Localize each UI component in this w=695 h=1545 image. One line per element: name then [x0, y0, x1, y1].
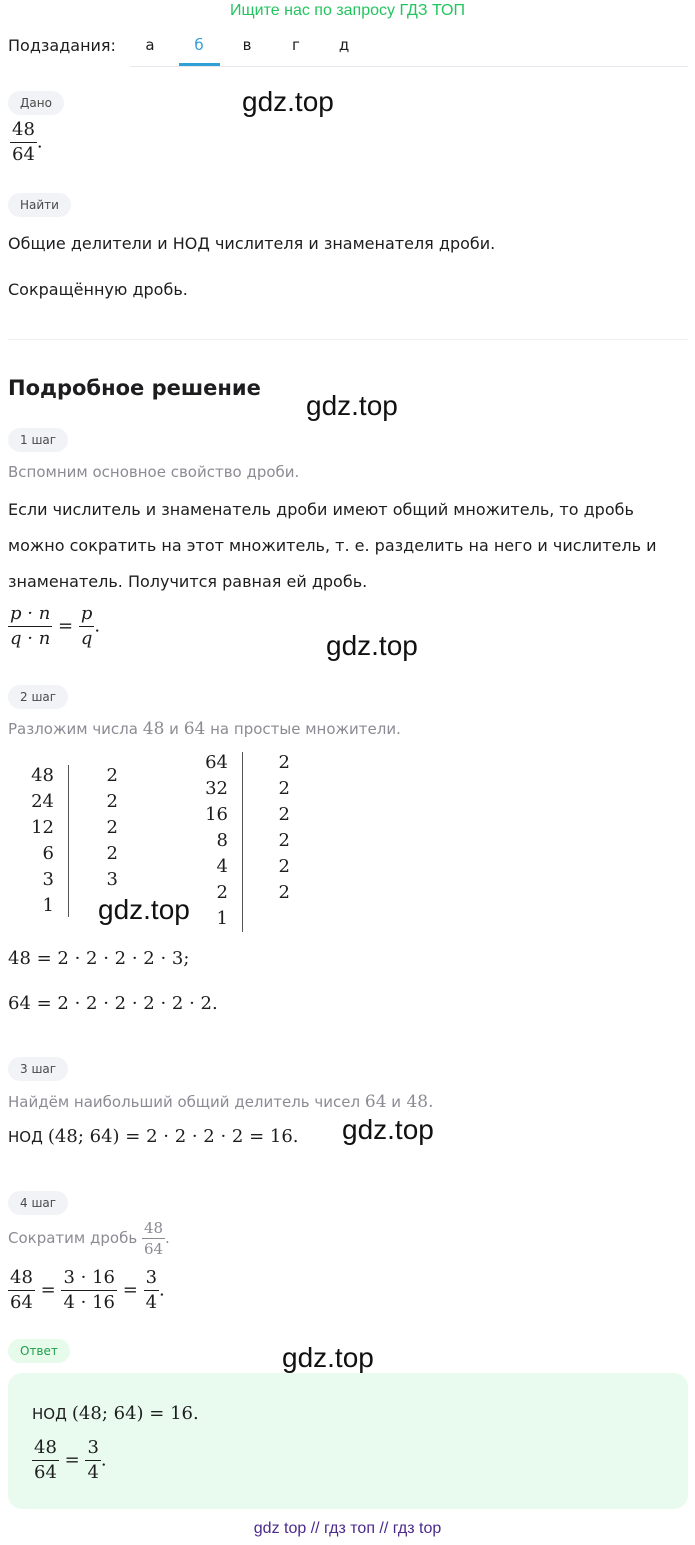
step-2-hint-number-48: 48 — [142, 719, 165, 739]
step-3-pill: 3 шаг — [8, 1057, 68, 1081]
dividend: 4 — [216, 856, 228, 877]
step-2-hint-text-end: на простые множители. — [210, 720, 401, 738]
factor-table-divider — [68, 765, 69, 917]
tab-a[interactable]: а — [145, 36, 155, 54]
divisor: 2 — [278, 856, 290, 877]
watermark: gdz.top — [306, 390, 398, 421]
step-2-hint-number-64: 64 — [183, 719, 206, 739]
given-numerator: 48 — [10, 118, 37, 143]
chain-f3-denominator: 4 — [145, 1292, 158, 1313]
factor-table-48-dividends — [8, 763, 54, 919]
chain-equals: = — [40, 1279, 56, 1301]
answer-pill: Ответ — [8, 1339, 70, 1363]
chain-equals: = — [122, 1279, 138, 1301]
factor-table-64 — [196, 750, 306, 936]
fraction-property-formula — [8, 602, 100, 651]
step-4-hint-text: Сократим дробь — [8, 1229, 138, 1247]
dividend: 3 — [42, 869, 54, 890]
subtasks-tabs — [130, 30, 688, 67]
watermark: gdz.top — [342, 1114, 434, 1145]
step-1-pill: 1 шаг — [8, 428, 68, 452]
answer-rhs-denominator: 4 — [87, 1462, 99, 1483]
divisor: 2 — [106, 791, 118, 812]
chain-f2-numerator: 3 · 16 — [61, 1266, 117, 1291]
given-fraction — [10, 118, 43, 167]
search-hint-banner: Ищите нас по запросу ГДЗ ТОП — [230, 2, 465, 19]
formula-equals: = — [58, 615, 74, 637]
formula-dot: . — [94, 615, 101, 637]
answer-dot: . — [100, 1449, 107, 1471]
dividend: 1 — [216, 908, 228, 929]
dividend: 6 — [42, 843, 54, 864]
section-divider — [8, 339, 688, 340]
tab-b[interactable]: б — [194, 36, 204, 54]
divisor: 2 — [278, 804, 290, 825]
answer-equals: = — [64, 1449, 80, 1471]
reduction-chain — [8, 1266, 165, 1315]
step-1-text-3: знаменатель. Получится равная ей дробь. — [8, 572, 368, 591]
formula-rhs-denominator: q — [80, 628, 93, 649]
formula-lhs-denominator: q · n — [10, 628, 51, 649]
factor-table-64-divisors — [276, 750, 290, 932]
divisor: 2 — [278, 882, 290, 903]
answer-gcd — [32, 1403, 199, 1424]
hint-fraction-denominator: 64 — [143, 1240, 164, 1258]
chain-f1-numerator: 48 — [8, 1266, 35, 1291]
step-3-hint-number-48: 48. — [406, 1092, 434, 1112]
gcd-result — [8, 1126, 299, 1147]
factor-table-divider — [242, 752, 243, 932]
divisor: 2 — [106, 817, 118, 838]
step-3-hint-number-64: 64 — [364, 1092, 387, 1112]
chain-f2-denominator: 4 · 16 — [63, 1292, 115, 1313]
step-1-text-1: Если числитель и знаменатель дроби имеют общий множитель, то дробь — [8, 500, 634, 519]
divisor: 2 — [278, 830, 290, 851]
gcd-expression: (48; 64) = 2 · 2 · 2 · 2 = 16. — [47, 1126, 299, 1147]
step-2-pill: 2 шаг — [8, 685, 68, 709]
step-3-hint — [8, 1092, 434, 1112]
watermark: gdz.top — [242, 86, 334, 117]
step-2-hint-text: Разложим числа — [8, 720, 138, 738]
watermark: gdz.top — [98, 894, 190, 925]
tab-g[interactable]: г — [292, 36, 300, 54]
answer-fraction — [32, 1436, 107, 1485]
formula-lhs-numerator: p · n — [8, 602, 52, 627]
answer-lhs-numerator: 48 — [32, 1436, 59, 1461]
given-denominator: 64 — [12, 144, 35, 165]
divisor: 2 — [106, 765, 118, 786]
chain-f1-denominator: 64 — [10, 1292, 33, 1313]
answer-box — [8, 1373, 688, 1509]
active-tab-indicator — [179, 63, 220, 66]
find-line-2: Сокращённую дробь. — [8, 280, 188, 299]
gcd-label: НОД — [8, 1128, 43, 1146]
dividend: 64 — [205, 752, 228, 773]
solution-title: Подробное решение — [8, 376, 261, 400]
answer-rhs-numerator: 3 — [85, 1436, 100, 1461]
tab-v[interactable]: в — [242, 36, 252, 54]
dividend: 48 — [31, 765, 54, 786]
tab-d[interactable]: д — [338, 36, 350, 54]
dividend: 12 — [31, 817, 54, 838]
dividend: 32 — [205, 778, 228, 799]
dividend: 2 — [216, 882, 228, 903]
divisor: 3 — [106, 869, 118, 890]
dividend: 16 — [205, 804, 228, 825]
dividend: 1 — [42, 895, 54, 916]
footer-links[interactable]: gdz top // гдз топ // гдз top — [253, 1520, 442, 1537]
factor-table-64-dividends — [196, 750, 228, 932]
dividend: 8 — [216, 830, 228, 851]
step-3-hint-text: Найдём наибольший общий делитель чисел — [8, 1093, 361, 1111]
step-1-text-2: можно сократить на этот множитель, т. е. разделить на него и числитель и — [8, 536, 657, 555]
chain-f3-numerator: 3 — [144, 1266, 159, 1291]
divisor: 2 — [278, 752, 290, 773]
step-2-hint-and: и — [169, 720, 179, 738]
watermark: gdz.top — [282, 1342, 374, 1373]
dividend: 24 — [31, 791, 54, 812]
divisor — [276, 906, 290, 932]
step-4-pill: 4 шаг — [8, 1191, 68, 1215]
answer-gcd-expression: (48; 64) = 16. — [71, 1403, 199, 1424]
hint-dot: . — [165, 1229, 170, 1247]
answer-gcd-label: НОД — [32, 1405, 67, 1423]
divisor: 2 — [278, 778, 290, 799]
step-1-hint: Вспомним основное свойство дроби. — [8, 463, 300, 481]
factorization-48: 48 = 2 · 2 · 2 · 2 · 3; — [8, 948, 190, 969]
chain-dot: . — [159, 1279, 165, 1301]
formula-rhs-numerator: p — [79, 602, 95, 627]
step-3-hint-and: и — [391, 1093, 402, 1111]
given-dot: . — [36, 131, 43, 153]
divisor: 2 — [106, 843, 118, 864]
find-line-1: Общие делители и НОД числителя и знаменателя дроби. — [8, 234, 496, 253]
watermark: gdz.top — [326, 630, 418, 661]
find-pill: Найти — [8, 193, 71, 217]
answer-lhs-denominator: 64 — [34, 1462, 57, 1483]
factorization-64: 64 = 2 · 2 · 2 · 2 · 2 · 2. — [8, 993, 218, 1014]
subtasks-label: Подзадания: — [8, 36, 116, 55]
step-2-hint — [8, 719, 401, 739]
step-4-hint — [8, 1218, 170, 1259]
given-pill: Дано — [8, 91, 64, 115]
hint-fraction-numerator: 48 — [143, 1219, 164, 1237]
